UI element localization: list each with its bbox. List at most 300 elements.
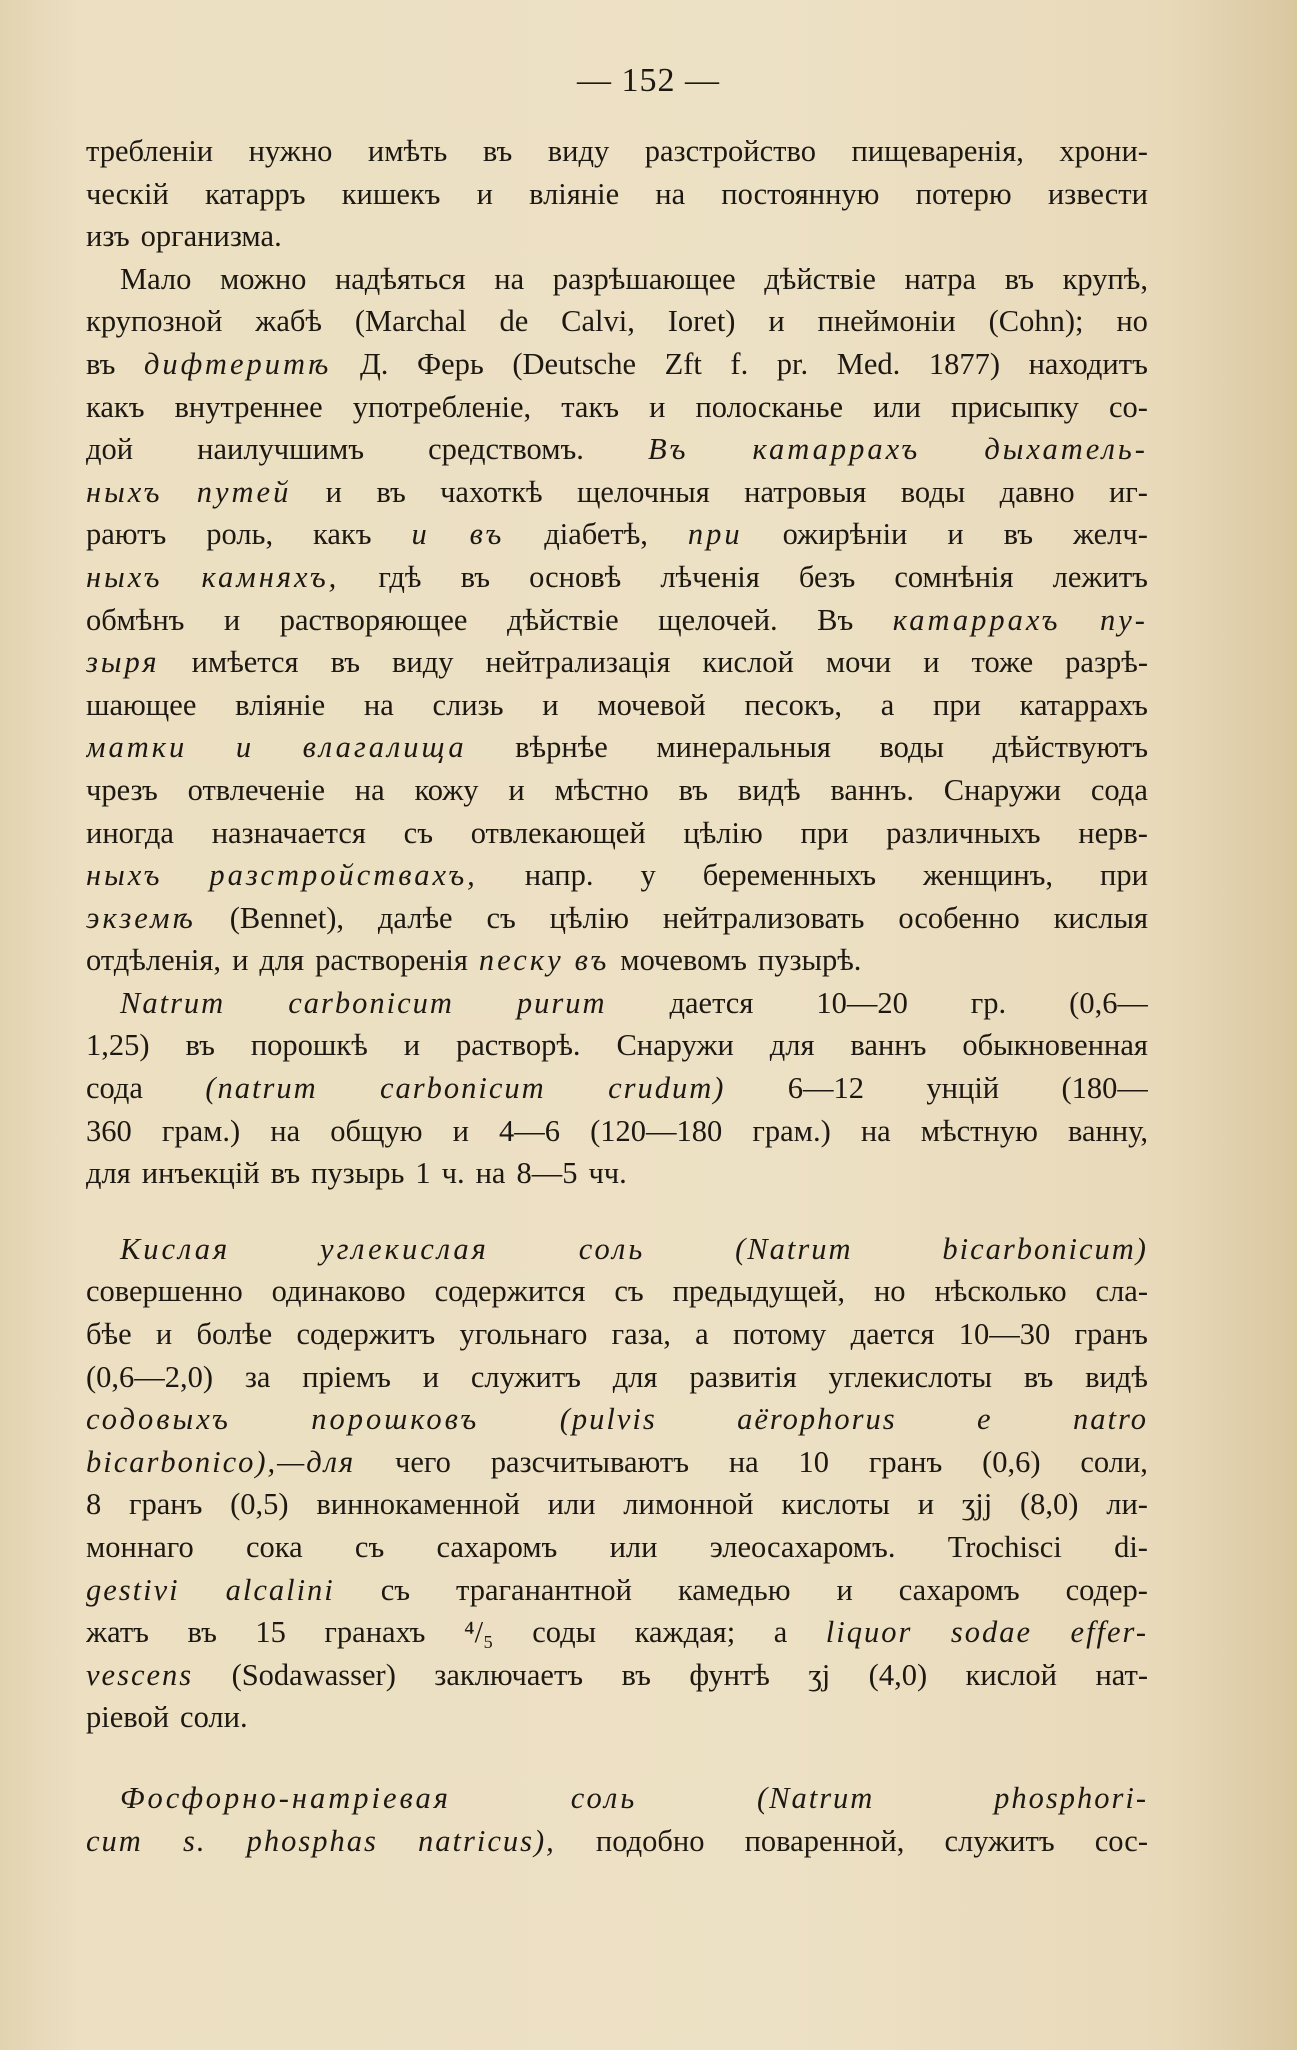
word: pr. (776, 346, 809, 381)
word: для (769, 1028, 815, 1063)
word: отдѣленія, (86, 943, 222, 978)
word: натра (904, 261, 977, 296)
word: влагалища (302, 730, 467, 765)
word: на (494, 261, 525, 296)
word: съ (403, 815, 433, 850)
word: но (873, 1274, 906, 1309)
word: и (768, 304, 785, 339)
word: за (244, 1359, 271, 1394)
word: или (547, 1487, 596, 1522)
word: для (86, 1156, 131, 1191)
word: (8,0) (1020, 1487, 1079, 1522)
word: бѣе (86, 1317, 132, 1352)
word: (Sodawasser) (231, 1657, 396, 1692)
word: въ (469, 517, 505, 552)
word: Кислая (120, 1231, 231, 1266)
word: ваннъ (850, 1028, 927, 1063)
word: (natrum (205, 1071, 318, 1106)
word: моннаго (86, 1530, 194, 1564)
word: нейтрализовать (662, 900, 865, 935)
word: Снаружи (616, 1028, 734, 1063)
word: (Deutsche (512, 346, 636, 381)
word: (0,5) (230, 1487, 289, 1522)
word: ванну, (1067, 1113, 1148, 1148)
word: phosphori- (994, 1780, 1148, 1815)
word: разстройство (644, 134, 816, 168)
word: phosphas (246, 1823, 378, 1858)
text-line (86, 726, 1148, 769)
word: требленіи (86, 134, 214, 168)
word: растворѣ. (455, 1028, 581, 1063)
word: и (947, 517, 964, 552)
word: щелочныя (576, 474, 710, 509)
text-line (86, 1569, 1148, 1612)
word: (0,6—2,0) (86, 1359, 214, 1394)
word: чрезъ (86, 772, 158, 807)
word: грам.) (161, 1113, 241, 1148)
word: совершенно (86, 1274, 243, 1309)
word: щелочей. (658, 602, 778, 637)
word: ʒj (808, 1657, 831, 1692)
word: effer- (1070, 1615, 1148, 1650)
word: постоянную (721, 176, 880, 211)
word: liquor (825, 1615, 913, 1650)
text-line (86, 258, 1148, 301)
word: напр. (524, 858, 594, 893)
word: камедью (677, 1572, 791, 1607)
text-line (86, 1152, 1148, 1195)
word: организма. (140, 219, 282, 254)
word: (180— (1061, 1071, 1148, 1106)
text-line (86, 769, 1148, 812)
word: пнеймоніи (817, 304, 956, 339)
word: мѣстную (920, 1113, 1038, 1148)
word: при (800, 815, 849, 850)
word: вліяніе (235, 687, 326, 722)
text-line (86, 130, 1148, 173)
word: sodae (950, 1615, 1033, 1650)
word: виннокаменной (316, 1487, 520, 1522)
word: (Natrum (735, 1231, 853, 1266)
word: лѣченія (660, 559, 760, 594)
word: e (977, 1402, 993, 1437)
word: пищеваренія, (851, 134, 1024, 168)
word: одинаково (271, 1274, 406, 1309)
word: гранъ (129, 1487, 203, 1522)
text-line (86, 812, 1148, 855)
word: bicarbonicum) (942, 1231, 1148, 1266)
word: (Cohn); (988, 304, 1084, 339)
word: въ (1003, 517, 1034, 552)
word: предыдущей, (672, 1274, 846, 1309)
word: катарръ (204, 176, 306, 211)
word: Ioret) (667, 304, 736, 339)
word: вѣрнѣе (515, 730, 608, 765)
word: 10 (798, 1444, 830, 1479)
word: воды (900, 474, 966, 509)
word: женщинъ, (922, 858, 1054, 893)
word: давно (999, 474, 1075, 509)
word: Въ (647, 432, 689, 467)
word: при (687, 517, 743, 552)
word: Zft (664, 346, 702, 381)
word: пузырь (311, 1156, 405, 1191)
word: содержитъ (296, 1317, 436, 1352)
word: поваренной, (744, 1823, 905, 1858)
word: растворяющее (279, 602, 468, 637)
word: лежитъ (1052, 559, 1148, 594)
word: Въ (817, 602, 854, 637)
word: беременныхъ (702, 858, 876, 893)
word: 1 (415, 1156, 431, 1191)
word: шающее (86, 687, 197, 722)
word: цѣлію (683, 815, 763, 850)
word: угольнаго (459, 1317, 588, 1352)
word: крупѣ, (1062, 261, 1148, 296)
word: кислоты (781, 1487, 890, 1522)
text-line (86, 556, 1148, 599)
word: чего (395, 1444, 451, 1479)
word: Natrum (120, 985, 226, 1020)
word: s. (182, 1823, 207, 1858)
word: соль (578, 1231, 646, 1266)
text-line (86, 939, 1148, 982)
word: и (403, 1028, 421, 1063)
word: при (933, 687, 981, 722)
word: песокъ, (744, 687, 843, 722)
word: порошкѣ (250, 1028, 368, 1063)
word: дѣйствіе (506, 602, 619, 637)
word: жабѣ (255, 304, 322, 339)
text-line (86, 854, 1148, 897)
word: тоже (971, 645, 1034, 680)
word: въ (1004, 261, 1035, 296)
word: при (1100, 858, 1148, 893)
word: обыкновенная (962, 1028, 1148, 1063)
word: съ (380, 1572, 411, 1607)
word: пу- (1100, 602, 1148, 637)
word: bicarbonico),—для (86, 1444, 356, 1479)
text-line (86, 471, 1148, 514)
word: Ферь (416, 346, 484, 381)
text-line (86, 343, 1148, 386)
word: вліяніе (529, 176, 620, 211)
word: далѣе (377, 900, 453, 935)
word: ческій (86, 176, 169, 211)
paragraph-gap (86, 1195, 1148, 1228)
word: natricus), (418, 1823, 556, 1858)
word: въ (678, 772, 709, 807)
word: чч. (588, 1156, 627, 1191)
word: ріевой (86, 1700, 170, 1735)
word: подобно (595, 1823, 705, 1858)
word: ли- (1106, 1487, 1148, 1522)
word: (4,0) (868, 1657, 928, 1692)
word: лимонной (623, 1487, 754, 1522)
word: развитія (689, 1359, 797, 1394)
word: натровыя (744, 474, 867, 509)
word: пузырѣ. (757, 943, 862, 978)
word: имѣется (191, 645, 299, 680)
word: гр. (970, 985, 1007, 1020)
word: и (232, 943, 249, 978)
word: сахаромъ (898, 1572, 1020, 1607)
word: углекислоты (828, 1359, 993, 1394)
text-line (86, 684, 1148, 727)
word: ч. (441, 1156, 465, 1191)
word: purum (516, 985, 607, 1020)
word: растворенія (315, 943, 468, 978)
word: имѣть (367, 134, 448, 168)
word: пріемъ (302, 1359, 391, 1394)
word: наилучшимъ (197, 432, 365, 467)
word: Calvi, (561, 304, 635, 339)
word: и (917, 1487, 935, 1522)
word: мочи (825, 645, 892, 680)
word: дѣйствуютъ (992, 730, 1148, 765)
word: дѣйствіе (764, 261, 876, 296)
word: 10—30 (958, 1317, 1051, 1352)
word: виду (547, 134, 610, 168)
word: зыря (86, 645, 160, 680)
word: траганантной (456, 1572, 632, 1607)
word: 15 (255, 1615, 286, 1650)
text-line (86, 513, 1148, 556)
word: въ (574, 943, 610, 978)
word: въ (185, 1028, 215, 1063)
word: раютъ (86, 517, 167, 552)
text-line (86, 1526, 1148, 1569)
word: и (155, 1317, 173, 1352)
text-line (86, 300, 1148, 343)
text-line (86, 428, 1148, 471)
word: діабетѣ, (544, 517, 648, 552)
word: Фосфорно-натріевая (120, 1780, 451, 1815)
word: мочевой (597, 687, 706, 722)
word: а (880, 687, 895, 722)
word: на (655, 176, 686, 211)
word: унцій (926, 1071, 1000, 1106)
word: carbonicum (288, 985, 454, 1020)
word: сока (245, 1530, 303, 1564)
word: мочевомъ (620, 943, 747, 978)
word: alcalini (225, 1572, 335, 1607)
word: сомнѣнія (894, 559, 1014, 594)
word: съ (354, 1530, 385, 1564)
word: и (476, 176, 493, 211)
word: сла- (1095, 1274, 1148, 1309)
word: употребленіе, (352, 389, 532, 424)
word: f. (730, 346, 749, 381)
word: какъ (313, 517, 372, 552)
word: (pulvis (559, 1402, 657, 1437)
word: каждая; (634, 1615, 736, 1650)
word: содержится (434, 1274, 586, 1309)
word: разстройствахъ, (209, 858, 478, 893)
word: полосканье (695, 389, 844, 424)
word: дифтеритѣ (144, 346, 332, 381)
word: гдѣ (378, 559, 422, 594)
text-line (86, 1611, 1148, 1654)
word: содовыхъ (86, 1402, 231, 1437)
word: слизь (432, 687, 504, 722)
word: потому (732, 1317, 827, 1352)
word: особенно (898, 900, 1020, 935)
word: 10—20 (816, 985, 908, 1020)
word: въ (376, 474, 406, 509)
word: дыхатель- (984, 432, 1148, 467)
word: кожу (414, 772, 479, 807)
word: и (422, 1359, 440, 1394)
word: нѣсколько (934, 1274, 1067, 1309)
word: разсчитываютъ (490, 1444, 690, 1479)
word: роль, (206, 517, 274, 552)
word: у (640, 858, 656, 893)
word: газа, (611, 1317, 671, 1352)
word: отвлеченіе (187, 772, 325, 807)
word: инъекцій (141, 1156, 260, 1191)
word: такъ (561, 389, 620, 424)
word: разрѣ- (1065, 645, 1148, 680)
word: дой (86, 432, 134, 467)
text-line (86, 215, 1148, 258)
word: (120—180 (590, 1113, 723, 1148)
word: матки (86, 730, 188, 765)
word: назначается (211, 815, 366, 850)
word: ныхъ (86, 474, 163, 509)
word: безъ (798, 559, 856, 594)
word: на (354, 772, 385, 807)
word: видѣ (1085, 1359, 1148, 1394)
text-line (86, 1228, 1148, 1271)
word: соды (532, 1615, 597, 1650)
word: въ (1023, 1359, 1054, 1394)
word: нерв- (1078, 815, 1148, 850)
word: или (609, 1530, 658, 1564)
word: извести (1047, 176, 1148, 211)
word: крупозной (86, 304, 223, 339)
word: какъ (86, 389, 145, 424)
text-line (86, 1398, 1148, 1441)
word: (Natrum (756, 1780, 875, 1815)
word: разрѣшающее (552, 261, 736, 296)
word: ʒjj (961, 1487, 993, 1522)
word: дается (850, 1317, 935, 1352)
word: carbonicum (380, 1071, 546, 1106)
word: cum (86, 1823, 143, 1858)
word: соль (570, 1780, 638, 1815)
word: 6—12 (787, 1071, 865, 1106)
word: гранъ (1074, 1317, 1148, 1352)
word: на (363, 687, 394, 722)
word: въ (187, 1615, 217, 1650)
word: содер- (1065, 1572, 1148, 1607)
word: порошковъ (311, 1402, 480, 1437)
word: жатъ (86, 1615, 149, 1650)
word: Снаружи (943, 772, 1062, 807)
word: различныхъ (886, 815, 1041, 850)
word: потерю (915, 176, 1012, 211)
word: di- (1114, 1530, 1148, 1564)
word: камняхъ, (201, 559, 340, 594)
text-line (86, 173, 1148, 216)
word: сода (1090, 772, 1148, 807)
word: ныхъ (86, 559, 163, 594)
word: и (649, 389, 666, 424)
word: соли. (180, 1700, 248, 1735)
word: 1,25) (86, 1028, 150, 1063)
word: соли, (1080, 1444, 1148, 1479)
word: виду (391, 645, 454, 680)
text-line (86, 1067, 1148, 1110)
word: и (508, 772, 525, 807)
word: въ (460, 559, 490, 594)
word: кишекъ (341, 176, 441, 211)
word: (Marchal (354, 304, 467, 339)
text-line (86, 599, 1148, 642)
word: сода (86, 1071, 143, 1106)
word: съ (614, 1274, 644, 1309)
text-line (86, 1441, 1148, 1484)
word: и (411, 517, 430, 552)
word: на (860, 1113, 891, 1148)
word: служитъ (944, 1823, 1055, 1858)
word: или (873, 389, 921, 424)
word: для (612, 1359, 658, 1394)
word: иногда (86, 815, 174, 850)
text-line (86, 897, 1148, 940)
word: (0,6— (1069, 985, 1148, 1020)
word: 8 (86, 1487, 102, 1522)
text-line (86, 1483, 1148, 1526)
word: и (235, 730, 255, 765)
word: фунтѣ (689, 1657, 770, 1692)
word: (Bennet), (229, 900, 345, 935)
word: ожирѣніи (782, 517, 908, 552)
word: natro (1072, 1402, 1148, 1437)
word: но (1116, 304, 1148, 339)
word: заключаетъ (434, 1657, 584, 1692)
word: кислыя (1053, 900, 1148, 935)
text-line (86, 1270, 1148, 1313)
word: въ (270, 1156, 301, 1191)
word: для (259, 943, 305, 978)
word: 4—6 (499, 1113, 561, 1148)
word: катаррахъ (1019, 687, 1148, 722)
page-text (86, 130, 1148, 1862)
word: съ (486, 900, 516, 935)
word: дается (669, 985, 754, 1020)
text-line (86, 1356, 1148, 1399)
word: катаррахъ (752, 432, 921, 467)
word: нат- (1095, 1657, 1148, 1692)
word: и (223, 602, 241, 637)
word: элеосахаромъ. (709, 1530, 896, 1564)
word: песку (478, 943, 564, 978)
word: 360 (86, 1113, 132, 1148)
word: ⁴/₅ (463, 1615, 494, 1650)
word: и (542, 687, 559, 722)
word: внутреннее (174, 389, 323, 424)
word: средствомъ. (428, 432, 584, 467)
word: надѣяться (334, 261, 466, 296)
text-line (86, 1024, 1148, 1067)
word: чахоткѣ (440, 474, 543, 509)
word: нужно (248, 134, 333, 168)
text-line (86, 1654, 1148, 1697)
text-line (86, 1110, 1148, 1153)
word: Trochisci (947, 1530, 1062, 1564)
